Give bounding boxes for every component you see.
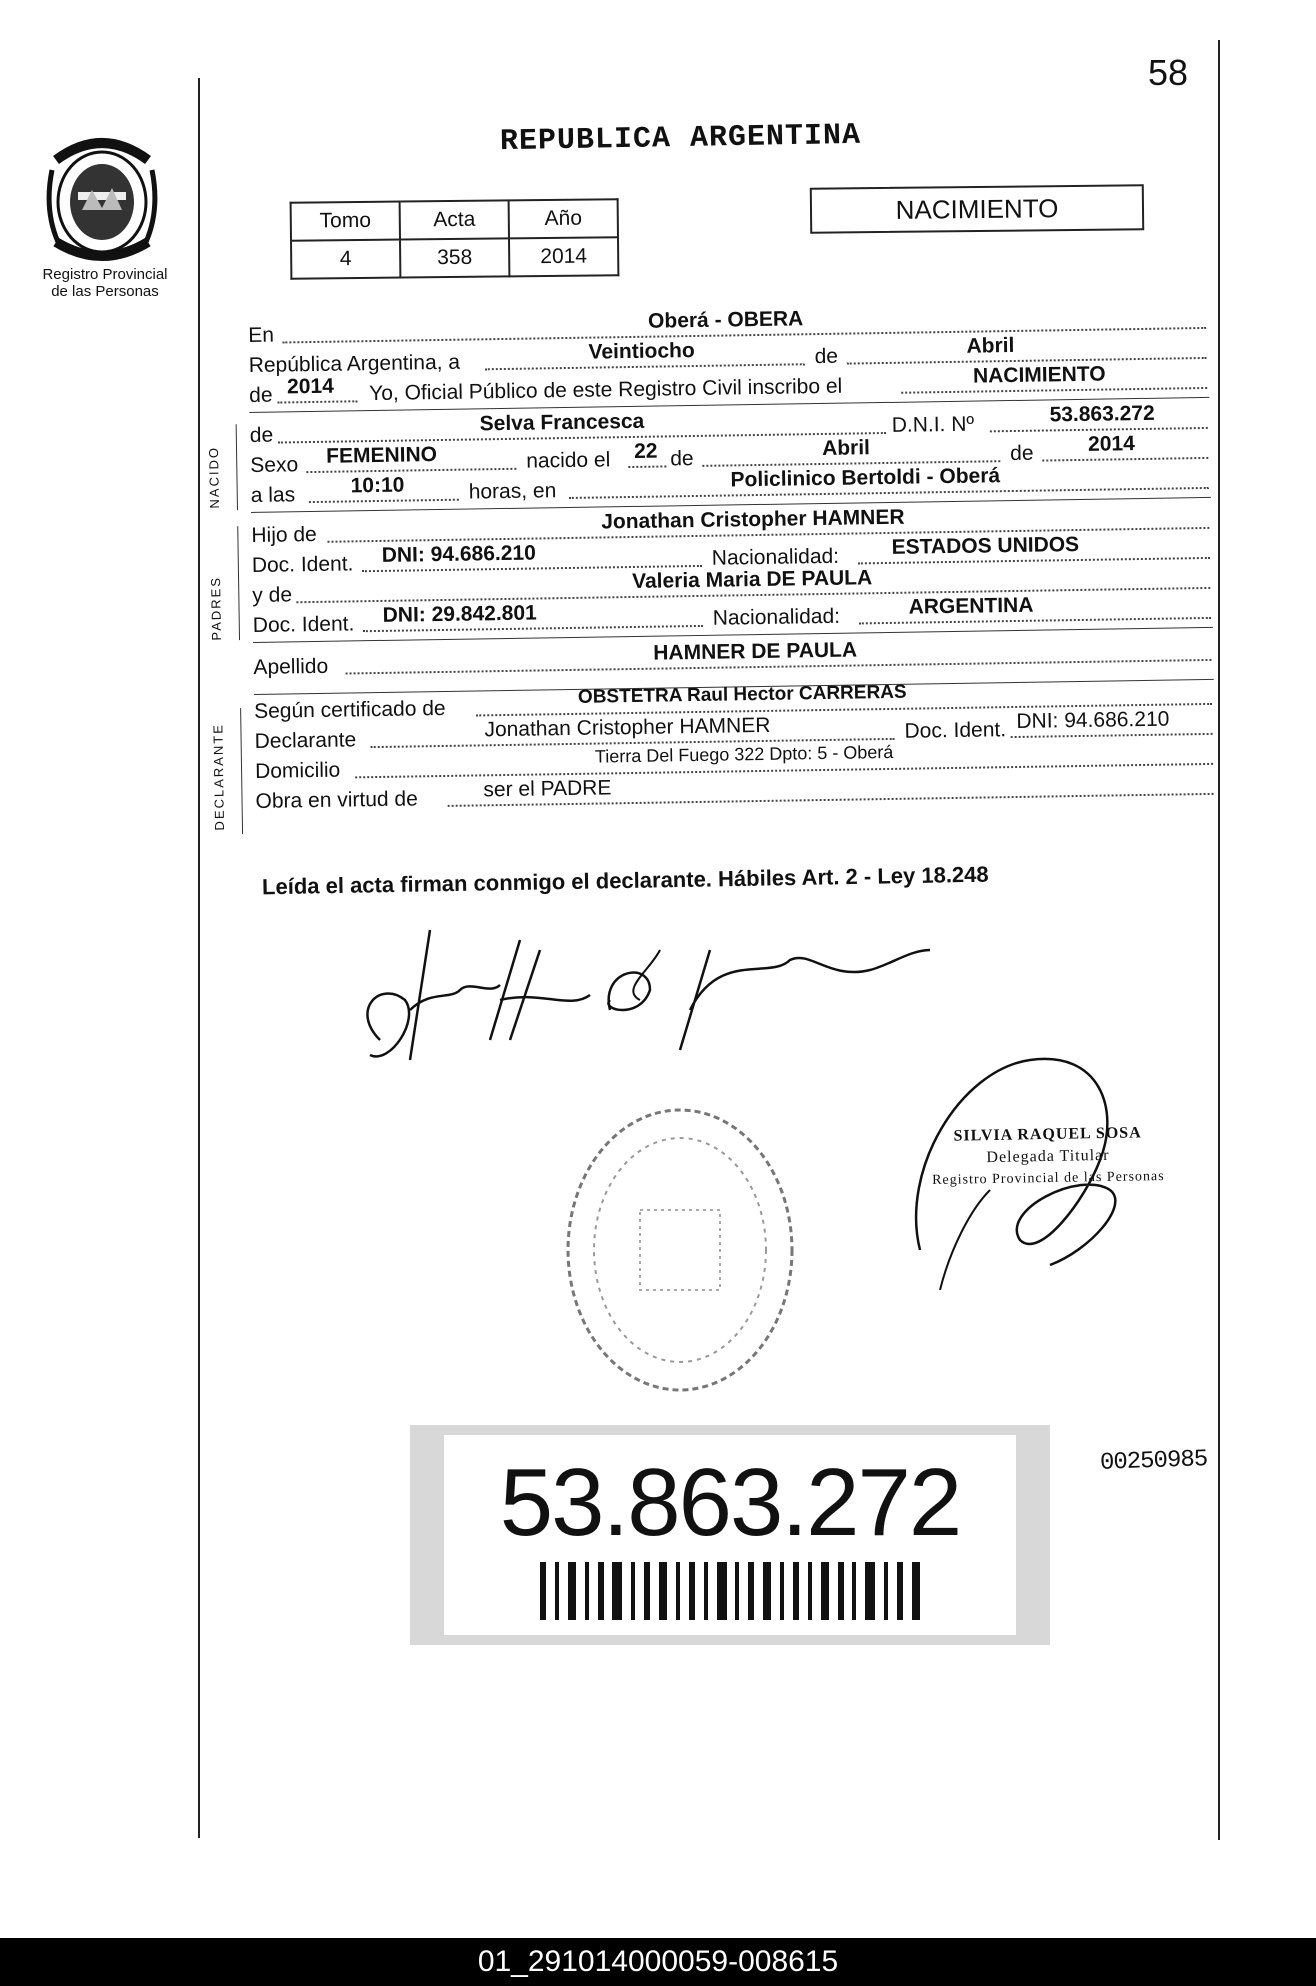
label-doc-declarante: Doc. Ident.	[904, 718, 1007, 743]
label-doc-madre: Doc. Ident.	[252, 612, 355, 637]
value-lugar-nacimiento: Policlinico Bertoldi - Oberá	[730, 464, 1001, 492]
value-anio-inscripcion: 2014	[286, 374, 334, 399]
official-name-stamp: SILVIA RAQUEL SOSA Delegada Titular Registro Provincial de las Personas	[931, 1124, 1165, 1189]
barcode-icon	[540, 1562, 920, 1620]
label-nacionalidad-madre: Nacionalidad:	[712, 604, 841, 630]
value-dni: 53.863.272	[1049, 401, 1155, 427]
section-label-declarante: DECLARANTE	[210, 722, 228, 831]
record-header-acta: Acta	[400, 200, 509, 239]
serial-number: 00250985	[1099, 1446, 1208, 1477]
label-doc-padre: Doc. Ident.	[251, 552, 354, 577]
value-hora: 10:10	[350, 473, 405, 498]
registro-seal-stamp-icon	[560, 1100, 800, 1400]
certificate-body	[205, 305, 1216, 831]
value-certificado: OBSTETRA Raul Hector CARRERAS	[577, 681, 907, 708]
logo-caption: Registro Provincial de las Personas	[42, 266, 168, 300]
label-y-de: y de	[252, 583, 293, 607]
record-header-anio: Año	[509, 199, 618, 238]
value-domicilio: Tierra Del Fuego 322 Dpto: 5 - Oberá	[594, 741, 894, 767]
record-box	[290, 198, 620, 279]
section-label-padres: PADRES	[208, 575, 225, 641]
label-de-anio: de	[249, 383, 273, 407]
label-horas-en: horas, en	[468, 479, 557, 504]
page-number: 58	[1148, 52, 1189, 93]
record-value-acta: 358	[400, 238, 509, 277]
record-header-tomo: Tomo	[291, 202, 400, 241]
value-doc-declarante: DNI: 94.686.210	[1016, 707, 1170, 733]
record-value-tomo: 4	[291, 240, 400, 279]
barcode-number: 53.863.272	[499, 1449, 961, 1556]
declarante-signature	[310, 890, 950, 1070]
value-padre-doc: DNI: 94.686.210	[381, 541, 536, 567]
value-nombre: Selva Francesca	[479, 409, 645, 436]
record-type-box: NACIMIENTO	[810, 184, 1144, 233]
label-dni: D.N.I. Nº	[891, 412, 975, 437]
section-label-nacido: NACIDO	[205, 445, 222, 509]
value-mes-nacimiento: Abril	[821, 436, 871, 460]
label-de: de	[814, 344, 839, 369]
record-value-anio: 2014	[509, 237, 618, 276]
label-certificado: Según certificado de	[253, 696, 446, 723]
value-mes-inscripcion: Abril	[966, 333, 1015, 358]
value-padre: Jonathan Cristopher HAMNER	[601, 505, 905, 534]
value-dia-inscripcion: Veintiocho	[588, 338, 695, 364]
value-madre: Valeria Maria DE PAULA	[631, 566, 873, 593]
label-apellido: Apellido	[253, 654, 329, 679]
label-de-anio-nac: de	[1010, 441, 1034, 466]
label-obra: Obra en virtud de	[255, 787, 418, 813]
label-nacido-el: nacido el	[526, 448, 611, 473]
value-sexo: FEMENINO	[325, 443, 438, 468]
label-hijo-de: Hijo de	[251, 522, 317, 547]
label-de-nombre: de	[249, 423, 274, 447]
value-lugar-inscripcion: Oberá - OBERA	[647, 307, 804, 333]
value-padre-nacionalidad: ESTADOS UNIDOS	[891, 532, 1080, 559]
value-dia-nacimiento: 22	[633, 439, 658, 463]
closing-statement: Leída el acta firman conmigo el declarante. Hábiles Art. 2 - Ley 18.248	[261, 861, 989, 900]
document-title: REPUBLICA ARGENTINA	[499, 118, 862, 160]
value-madre-nacionalidad: ARGENTINA	[908, 593, 1034, 619]
label-de-mes: de	[670, 447, 694, 471]
value-madre-doc: DNI: 29.842.801	[382, 601, 537, 627]
value-obra: ser el PADRE	[483, 776, 612, 802]
value-apellido: HAMNER DE PAULA	[653, 638, 858, 665]
left-margin-line	[198, 78, 200, 1838]
value-tipo-inscripcion: NACIMIENTO	[972, 362, 1106, 388]
value-declarante: Jonathan Cristopher HAMNER	[484, 713, 771, 742]
label-en: En	[248, 323, 275, 347]
label-republica: República Argentina, a	[248, 350, 461, 377]
label-nacionalidad-padre: Nacionalidad:	[711, 544, 840, 570]
value-anio-nacimiento: 2014	[1087, 432, 1135, 456]
scan-footer-id: 01_291014000059-008615	[0, 1938, 1316, 1986]
label-sexo: Sexo	[250, 453, 299, 477]
right-margin-line	[1218, 40, 1220, 1840]
label-a-las: a las	[250, 483, 296, 507]
provincia-de-misiones-seal-icon	[42, 130, 162, 265]
label-domicilio: Domicilio	[254, 758, 341, 783]
label-declarante: Declarante	[254, 728, 357, 753]
label-yo-oficial: Yo, Oficial Público de este Registro Civil inscribo el	[368, 374, 843, 406]
